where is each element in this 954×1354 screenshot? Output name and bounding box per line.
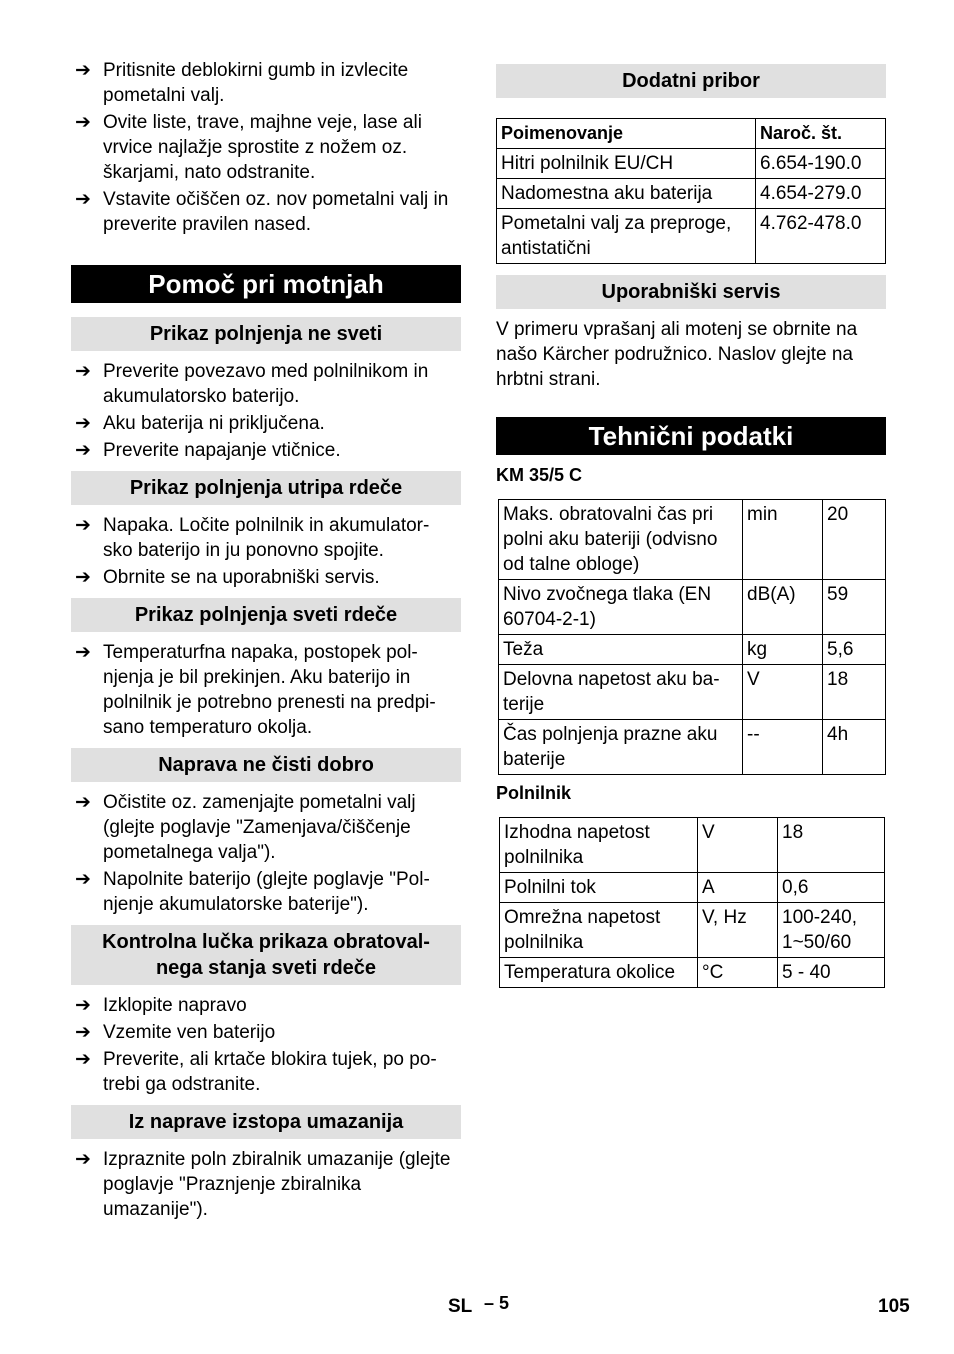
arrow-right-icon: ➔ <box>75 1149 91 1170</box>
table-cell: 4.654-279.0 <box>756 179 886 209</box>
table-cell: V, Hz <box>698 903 778 958</box>
arrow-right-icon: ➔ <box>75 60 91 81</box>
list-item: ➔ Preverite napajanje vtičnice. <box>75 440 341 461</box>
list-item: ➔ Vzemite ven baterijo <box>75 1022 276 1043</box>
table-row <box>499 665 886 720</box>
accessories-heading: Dodatni pribor <box>496 64 886 98</box>
troubleshooting-heading: Pomoč pri motnjah <box>71 265 461 303</box>
arrow-right-icon: ➔ <box>75 642 91 663</box>
footer-section-page: – 5 <box>484 1293 510 1313</box>
arrow-right-icon: ➔ <box>75 567 91 588</box>
section-bullet-list <box>71 513 461 590</box>
list-item: ➔ Preverite, ali krtače blokira tujek, po po- trebi ga odstranite. <box>75 1049 437 1095</box>
arrow-right-icon: ➔ <box>75 112 91 133</box>
arrow-right-icon: ➔ <box>75 413 91 434</box>
column-header: Poimenovanje <box>497 119 756 149</box>
intro-bullet-list <box>71 58 461 237</box>
charger-table <box>499 817 885 988</box>
table-cell: °C <box>698 958 778 988</box>
service-text: V primeru vprašanj ali motenj se obrnite na našo Kärcher podružnico. Naslov glejte na hrbtni strani. <box>496 319 858 390</box>
arrow-right-icon: ➔ <box>75 515 91 536</box>
section-heading: Prikaz polnjenja ne sveti <box>71 317 461 351</box>
table-cell: 6.654-190.0 <box>756 149 886 179</box>
table-row <box>500 873 885 903</box>
table-row <box>497 179 886 209</box>
page-number: 105 <box>878 1296 910 1317</box>
table-row <box>499 720 886 775</box>
list-item: ➔ Izpraznite poln zbiralnik umazanije (glejte poglavje "Praznjenje zbiralnika umazanije"). <box>75 1149 451 1220</box>
table-cell: 18 <box>823 665 886 720</box>
table-cell: Polnilni tok <box>500 873 698 903</box>
section-heading: Iz naprave izstopa umazanija <box>71 1105 461 1139</box>
arrow-right-icon: ➔ <box>75 995 91 1016</box>
arrow-right-icon: ➔ <box>75 361 91 382</box>
table-cell: 100-240, 1~50/60 <box>778 903 885 958</box>
section-bullet-list <box>71 1147 461 1222</box>
table-cell: A <box>698 873 778 903</box>
table-cell: V <box>743 665 823 720</box>
section-heading: Naprava ne čisti dobro <box>71 748 461 782</box>
table-cell: Hitri polnilnik EU/CH <box>497 149 756 179</box>
table-row <box>499 500 886 580</box>
table-cell: 0,6 <box>778 873 885 903</box>
table-cell: Nadomestna aku baterija <box>497 179 756 209</box>
table-row <box>500 958 885 988</box>
tech-data-heading: Tehnični podatki <box>496 417 886 455</box>
section-bullet-list <box>71 359 461 463</box>
arrow-right-icon: ➔ <box>75 869 91 890</box>
table-cell: Omrežna napetost polnilnika <box>500 903 698 958</box>
list-item: ➔ Vstavite očiščen oz. nov pometalni valj in preverite pravilen nased. <box>75 189 449 235</box>
list-item: ➔ Ovite liste, trave, majhne veje, lase ali vrvice najlažje sprostite z nožem oz. škarjami, nato odstranite. <box>75 112 422 183</box>
arrow-right-icon: ➔ <box>75 440 91 461</box>
section-heading: Prikaz polnjenja utripa rdeče <box>71 471 461 505</box>
list-item: ➔ Pritisnite deblokirni gumb in izvlecite pometalni valj. <box>75 60 409 106</box>
section-heading: Prikaz polnjenja sveti rdeče <box>71 598 461 632</box>
list-item: ➔ Preverite povezavo med polnilnikom in akumulatorsko baterijo. <box>75 361 429 407</box>
table-row <box>499 635 886 665</box>
table-cell: kg <box>743 635 823 665</box>
tech-data-table <box>498 499 886 775</box>
table-row <box>500 903 885 958</box>
table-row <box>499 580 886 635</box>
table-cell: Teža <box>499 635 743 665</box>
list-item: ➔ Napolnite baterijo (glejte poglavje "Pol- njenje akumulatorske baterije"). <box>75 869 430 915</box>
table-row <box>500 818 885 873</box>
table-cell: dB(A) <box>743 580 823 635</box>
table-cell: Čas polnjenja prazne aku baterije <box>499 720 743 775</box>
list-item: ➔ Aku baterija ni priključena. <box>75 413 325 434</box>
list-item: ➔ Napaka. Ločite polnilnik in akumulator- sko baterijo in ju ponovno spojite. <box>75 515 430 561</box>
charger-heading: Polnilnik <box>496 783 572 803</box>
list-item: ➔ Temperaturfna napaka, postopek pol- njenja je bil prekinjen. Aku baterijo in polnilnik je potrebno prenesti na predpi- sano temperaturo okolja. <box>75 642 436 738</box>
column-header: Naroč. št. <box>756 119 886 149</box>
table-cell: 4h <box>823 720 886 775</box>
table-cell: Izhodna napetost polnilnika <box>500 818 698 873</box>
footer-language: SL <box>448 1296 473 1317</box>
table-cell: Maks. obratovalni čas pri polni aku bateriji (odvisno od talne obloge) <box>499 500 743 580</box>
section-bullet-list <box>71 790 461 917</box>
table-row <box>497 149 886 179</box>
arrow-right-icon: ➔ <box>75 792 91 813</box>
arrow-right-icon: ➔ <box>75 1022 91 1043</box>
model-name: KM 35/5 C <box>496 465 583 485</box>
list-item: ➔ Očistite oz. zamenjajte pometalni valj (glejte poglavje "Zamenjava/čiščenje pometalnega valja"). <box>75 792 416 863</box>
table-cell: Nivo zvočnega tlaka (EN 60704-2-1) <box>499 580 743 635</box>
left-column <box>71 58 461 1224</box>
list-item: ➔ Izklopite napravo <box>75 995 247 1016</box>
section-bullet-list <box>71 640 461 740</box>
table-cell: -- <box>743 720 823 775</box>
table-cell: 4.762-478.0 <box>756 209 886 264</box>
table-header-row <box>497 119 886 149</box>
table-cell: Pometalni valj za preproge, antistatični <box>497 209 756 264</box>
table-cell: Temperatura okolice <box>500 958 698 988</box>
section-bullet-list <box>71 993 461 1097</box>
table-cell: Delovna napetost aku ba- terije <box>499 665 743 720</box>
list-item: ➔ Obrnite se na uporabniški servis. <box>75 567 380 588</box>
right-column <box>496 64 886 988</box>
arrow-right-icon: ➔ <box>75 1049 91 1070</box>
table-cell: 18 <box>778 818 885 873</box>
table-cell: 5 - 40 <box>778 958 885 988</box>
accessories-table <box>496 118 886 264</box>
table-cell: 59 <box>823 580 886 635</box>
service-heading: Uporabniški servis <box>496 275 886 309</box>
table-row <box>497 209 886 264</box>
table-cell: 5,6 <box>823 635 886 665</box>
section-heading: Kontrolna lučka prikaza obratoval- nega stanja sveti rdeče <box>71 925 461 985</box>
table-cell: min <box>743 500 823 580</box>
arrow-right-icon: ➔ <box>75 189 91 210</box>
table-cell: V <box>698 818 778 873</box>
table-cell: 20 <box>823 500 886 580</box>
